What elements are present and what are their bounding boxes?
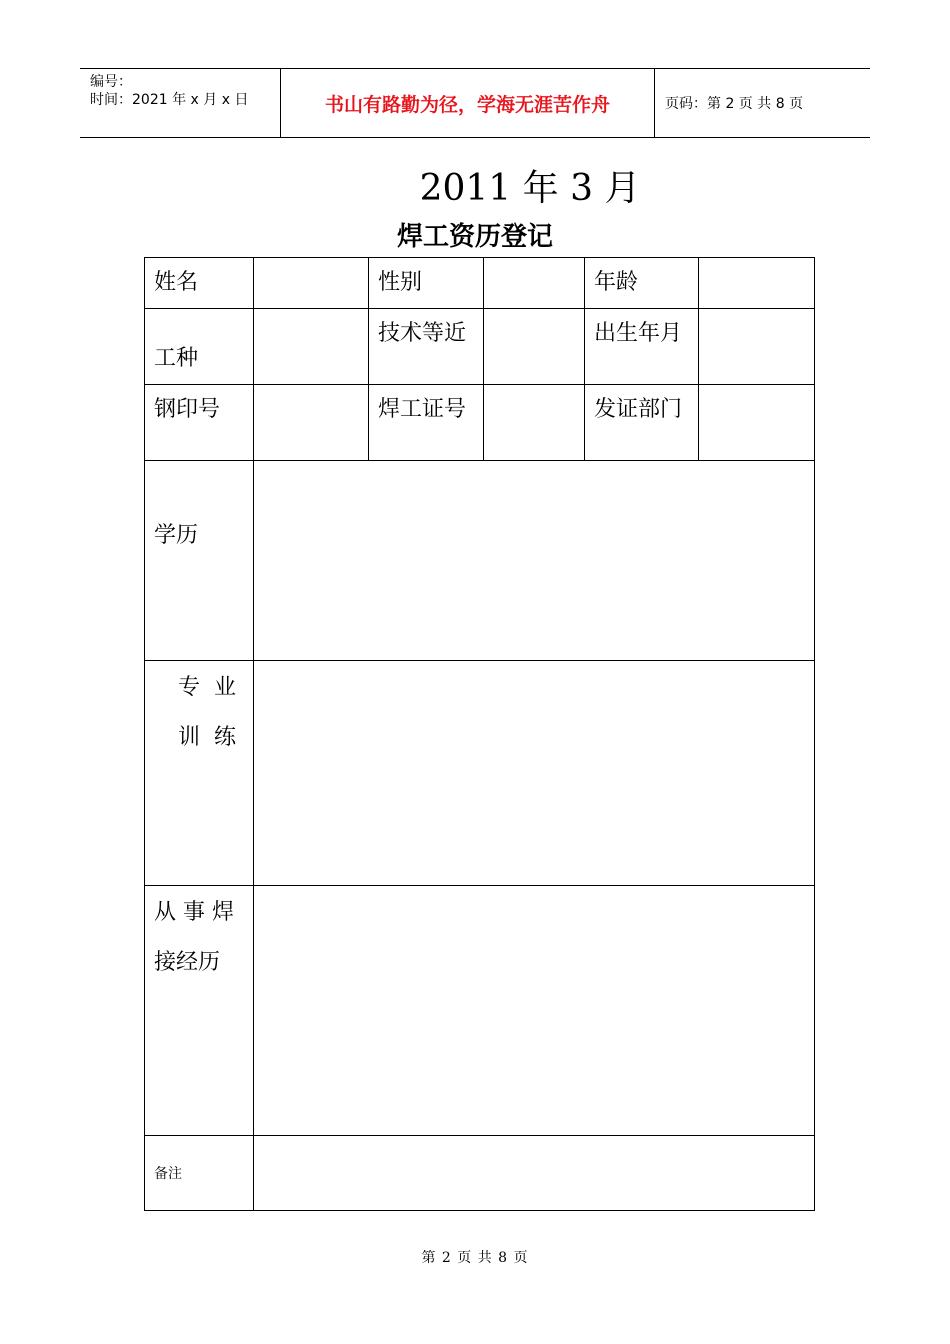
table-row bbox=[145, 309, 815, 385]
birth-label: 出生年月 bbox=[585, 309, 699, 385]
issuer-value[interactable] bbox=[699, 385, 815, 461]
header-page-info: 页码：第 2 页 共 8 页 bbox=[665, 96, 804, 112]
age-value[interactable] bbox=[699, 258, 815, 309]
time-label: 时间：2021 年 x 月 x 日 bbox=[90, 92, 249, 108]
tech-level-value[interactable] bbox=[484, 309, 585, 385]
issuer-label: 发证部门 bbox=[585, 385, 699, 461]
welder-registration-table bbox=[144, 257, 815, 1211]
education-value[interactable] bbox=[254, 461, 815, 661]
experience-value[interactable] bbox=[254, 886, 815, 1136]
stamp-no-value[interactable] bbox=[254, 385, 369, 461]
age-label: 年龄 bbox=[585, 258, 699, 309]
tech-level-label: 技术等近 bbox=[369, 309, 484, 385]
gender-label: 性别 bbox=[369, 258, 484, 309]
table-row bbox=[145, 258, 815, 309]
gender-value[interactable] bbox=[484, 258, 585, 309]
table-row bbox=[145, 1136, 815, 1211]
form-title: 焊工资历登记 bbox=[396, 222, 553, 252]
cert-no-value[interactable] bbox=[484, 385, 585, 461]
training-label: 专 业 训 练 bbox=[145, 661, 254, 886]
trade-value[interactable] bbox=[254, 309, 369, 385]
document-date: 2011 年 3 月 bbox=[419, 168, 641, 209]
header-meta bbox=[80, 69, 281, 137]
serial-label: 编号： bbox=[90, 74, 132, 90]
trade-label: 工种 bbox=[145, 309, 254, 385]
page-footer: 第 2 页 共 8 页 bbox=[421, 1250, 529, 1266]
education-label: 学历 bbox=[145, 461, 254, 661]
table-row bbox=[145, 385, 815, 461]
name-label: 姓名 bbox=[145, 258, 254, 309]
stamp-no-label: 钢印号 bbox=[145, 385, 254, 461]
cert-no-label: 焊工证号 bbox=[369, 385, 484, 461]
table-row bbox=[145, 461, 815, 661]
experience-label: 从 事 焊 接经历 bbox=[145, 886, 254, 1136]
remarks-label: 备注 bbox=[145, 1136, 254, 1211]
remarks-value[interactable] bbox=[254, 1136, 815, 1211]
header-motto: 书山有路勤为径，学海无涯苦作舟 bbox=[281, 69, 655, 137]
birth-value[interactable] bbox=[699, 309, 815, 385]
table-row bbox=[145, 661, 815, 886]
document-header bbox=[80, 68, 870, 138]
name-value[interactable] bbox=[254, 258, 369, 309]
table-row bbox=[145, 886, 815, 1136]
training-value[interactable] bbox=[254, 661, 815, 886]
